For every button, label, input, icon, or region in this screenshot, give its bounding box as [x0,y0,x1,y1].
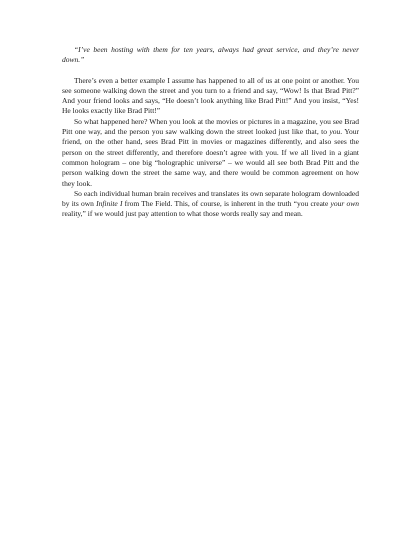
testimonial-quote: “I’ve been hosting with them for ten years, always had great service, and they’re never down.” [62,45,359,65]
paragraph: So what happened here? When you look at the movies or pictures in a magazine, you see Brad Pitt one way, and the person you saw walking down the street looked just like that, to you. Your friend, on the other hand, sees Brad Pitt in movies or magazines differently, and also sees the person on the street differently, and therefore doesn’t agree with you. If we all lived in a giant common hologram – one big “holographic universe” – we would all see both Brad Pitt and the person walking down the street the same way, and there would be common agreement on how they look. [62,116,359,188]
emphasis-text: Infinite I [96,199,123,209]
emphasis-text: you [329,127,341,137]
paragraph: So each individual human brain receives and translates its own separate hologram downloaded by its own Infinite I from The Field. This, of course, is inherent in the truth “you create your own reality,” if we would just pay attention to what those words really say and mean. [62,188,359,219]
document-page [62,45,359,220]
paragraph: There’s even a better example I assume has happened to all of us at one point or another. You see someone walking down the street and you turn to a friend and say, “Wow! Is that Brad Pitt?” And your friend looks and says, “He doesn’t look anything like Brad Pitt!” And you insist, “Yes! He looks exactly like Brad Pitt!” [62,75,359,116]
emphasis-text: your own [330,199,359,209]
body-text [62,76,359,220]
